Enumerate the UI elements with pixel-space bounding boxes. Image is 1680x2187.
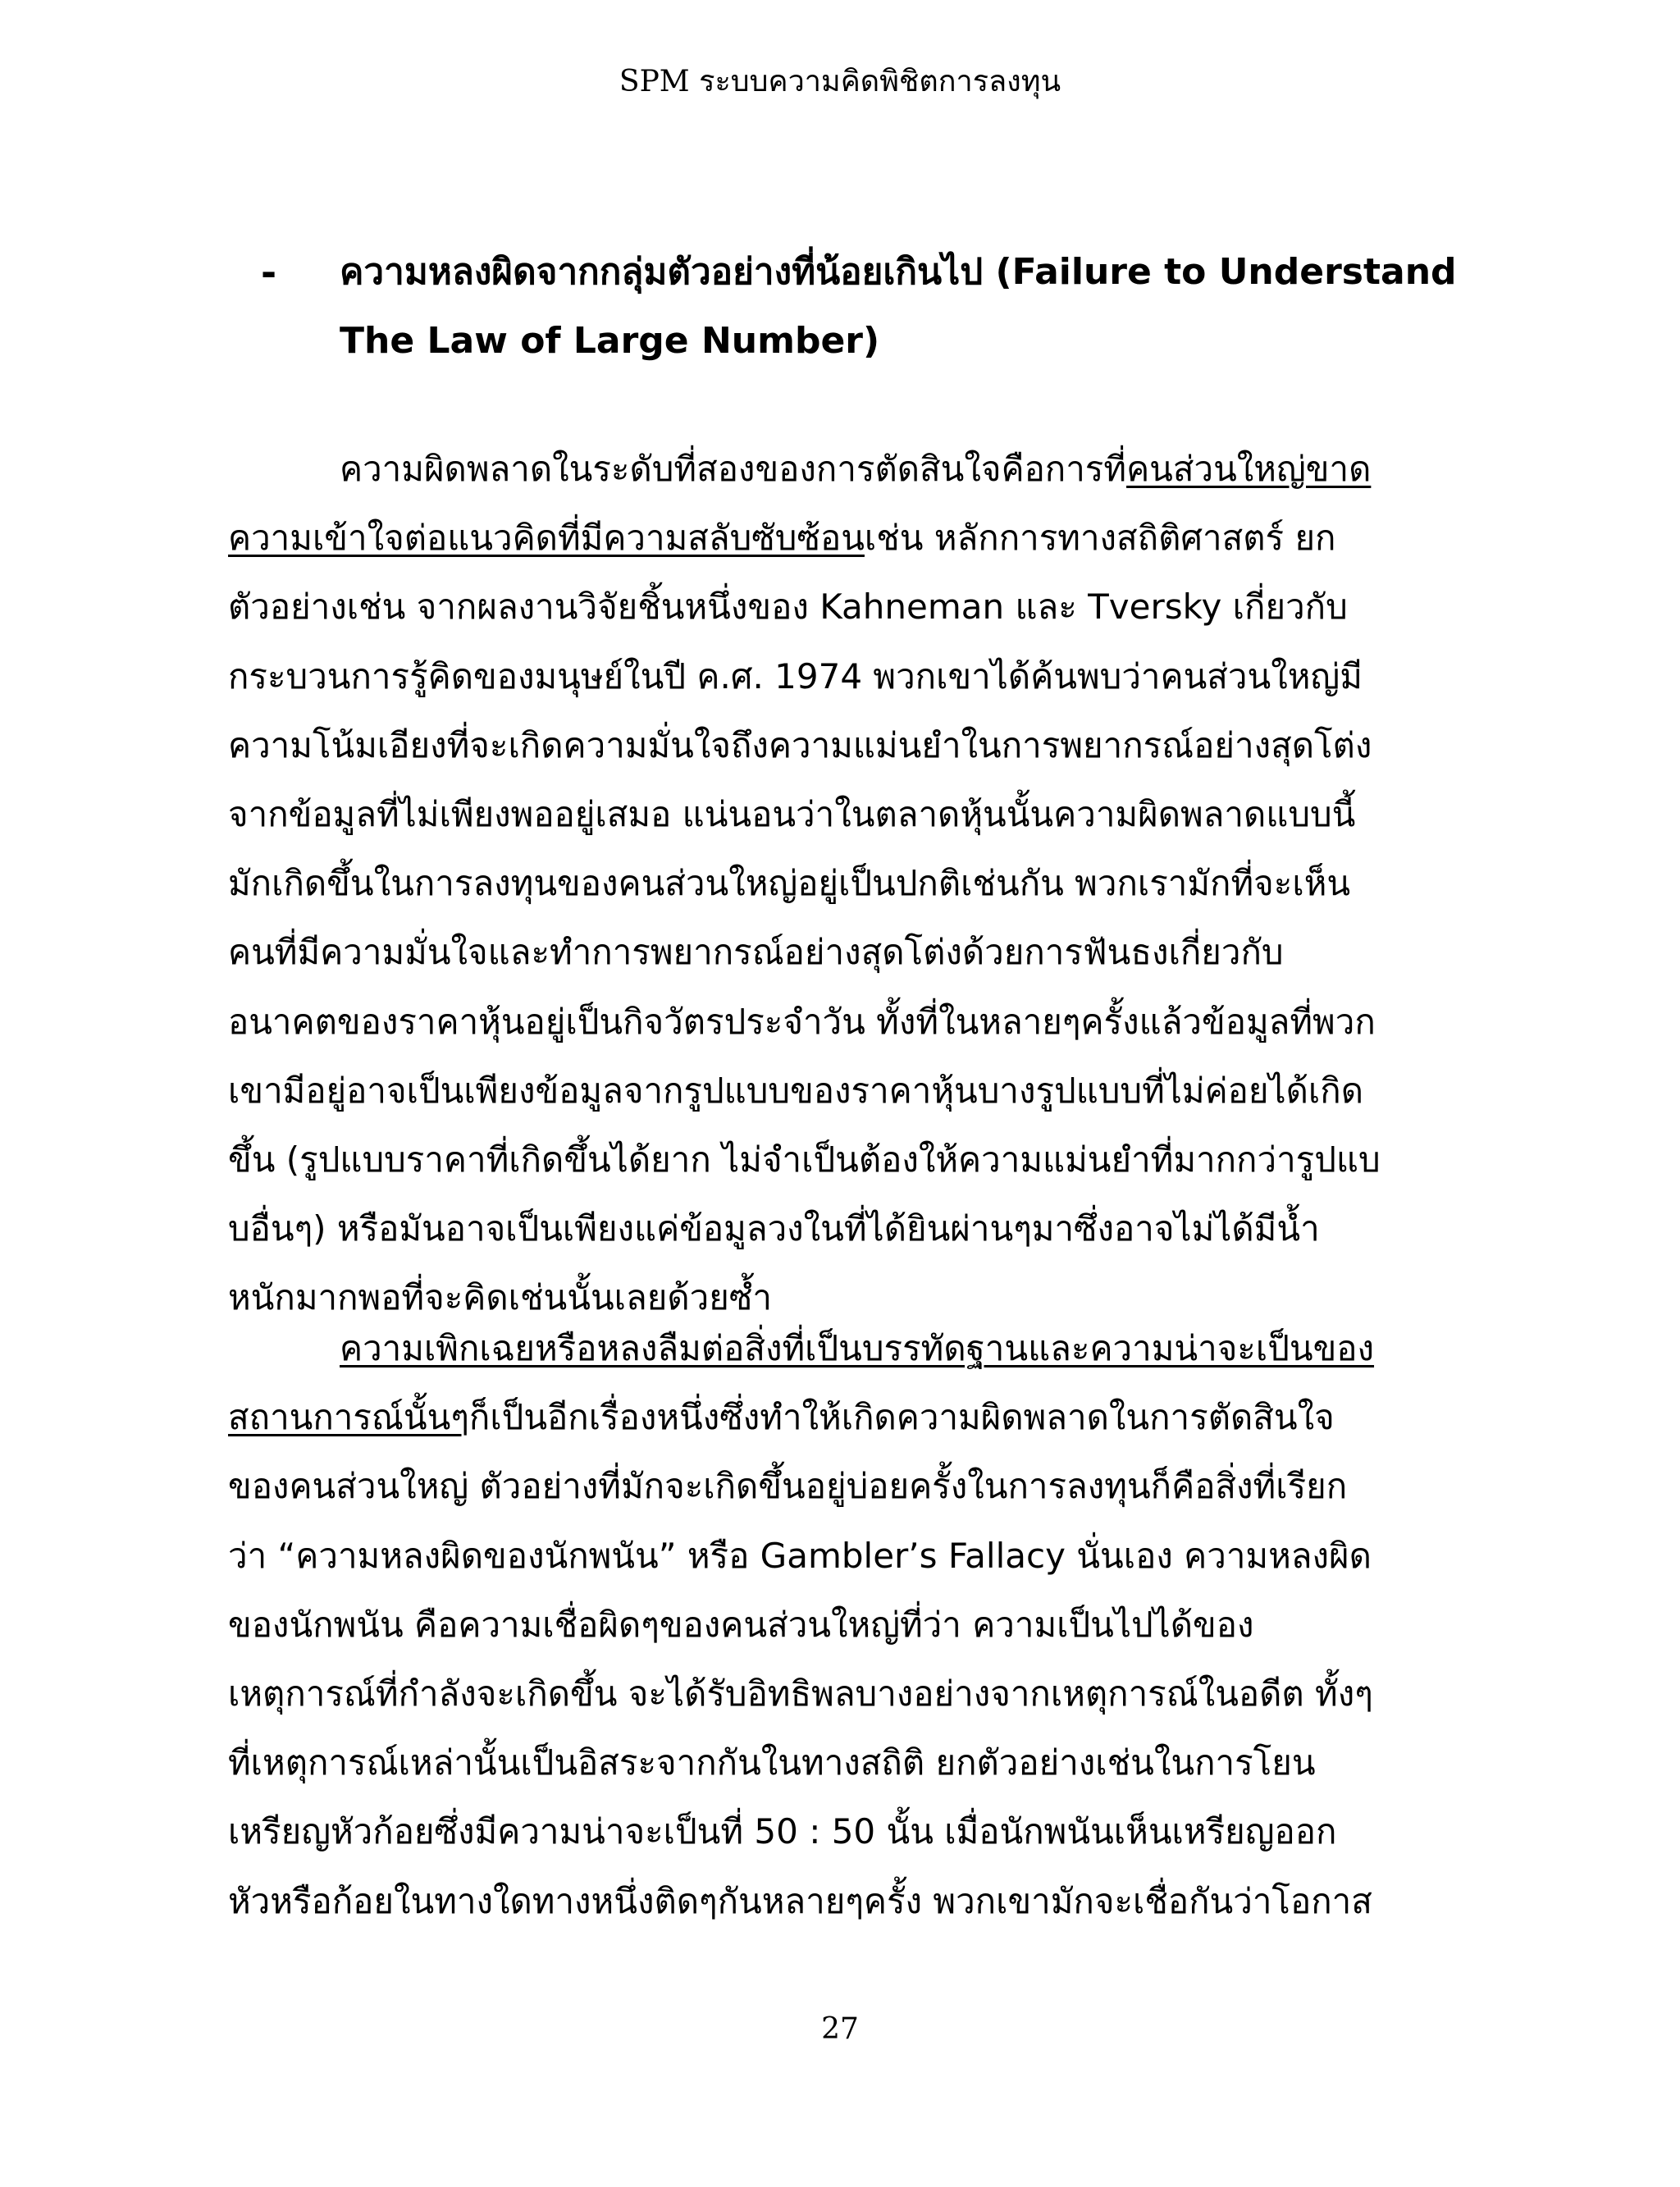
- text-line: [228, 1125, 1500, 1194]
- line-text: คนที่มีความมั่นใจและทำการพยากรณ์อย่างสุดโต่งด้วยการฟันธงเกี่ยวกับ: [228, 932, 1284, 973]
- body-paragraph: [228, 1314, 1500, 1936]
- text-line: [228, 1314, 1500, 1383]
- line-text: เหรียญหัวก้อยซึ่งมีความน่าจะเป็นที่ 50 : 50 นั้น เมื่อนักพนันเห็นเหรียญออก: [228, 1811, 1337, 1852]
- text-line: [228, 1522, 1500, 1591]
- heading-line: The Law of Large Number): [340, 320, 880, 362]
- line-text: ความผิดพลาดในระดับที่สองของการตัดสินใจคือการที่: [340, 449, 1127, 489]
- underlined-text: ความเข้าใจต่อแนวคิดที่มีความสลับซับซ้อน: [228, 518, 865, 559]
- line-text: เช่น หลักการทางสถิติศาสตร์ ยก: [864, 518, 1336, 559]
- body-paragraph: [228, 435, 1500, 1333]
- heading-line: ความหลงผิดจากกลุ่มตัวอย่างที่น้อยเกินไป (Failure to Understand: [340, 251, 1457, 293]
- text-line: [228, 642, 1500, 711]
- text-line: [228, 1383, 1500, 1452]
- line-text: หนักมากพอที่จะคิดเช่นนั้นเลยด้วยซ้ำ: [228, 1277, 772, 1318]
- line-text: ของคนส่วนใหญ่ ตัวอย่างที่มักจะเกิดขึ้นอยู่บ่อยครั้งในการลงทุนก็คือสิ่งที่เรียก: [228, 1466, 1348, 1507]
- bullet-marker: -: [261, 250, 277, 294]
- text-line: [228, 504, 1500, 573]
- line-text: ความโน้มเอียงที่จะเกิดความมั่นใจถึงความแม่นยำในการพยากรณ์อย่างสุดโต่ง: [228, 724, 1372, 765]
- text-line: [228, 1591, 1500, 1660]
- page-number: 27: [821, 2012, 859, 2046]
- text-line: [228, 1660, 1500, 1728]
- line-text: ว่า “ความหลงผิดของนักพนัน” หรือ Gambler’s Fallacy นั่นเอง ความหลงผิด: [228, 1535, 1372, 1576]
- underlined-text: สถานการณ์นั้นๆ: [228, 1397, 469, 1438]
- line-text: มักเกิดขึ้นในการลงทุนของคนส่วนใหญ่อยู่เป็นปกติเช่นกัน พวกเรามักที่จะเห็น: [228, 863, 1351, 904]
- text-line: [228, 780, 1500, 849]
- line-text: อนาคตของราคาหุ้นอยู่เป็นกิจวัตรประจำวัน ทั้งที่ในหลายๆครั้งแล้วข้อมูลที่พวก: [228, 1001, 1376, 1042]
- line-text: กระบวนการรู้คิดของมนุษย์ในปี ค.ศ. 1974 พวกเขาได้ค้นพบว่าคนส่วนใหญ่มี: [228, 655, 1363, 696]
- line-text: เขามีอยู่อาจเป็นเพียงข้อมูลจากรูปแบบของราคาหุ้นบางรูปแบบที่ไม่ค่อยได้เกิด: [228, 1070, 1363, 1111]
- line-text: ตัวอย่างเช่น จากผลงานวิจัยชิ้นหนึ่งของ Kahneman และ Tversky เกี่ยวกับ: [228, 587, 1348, 628]
- underlined-text: ความเพิกเฉยหรือหลงลืมต่อสิ่งที่เป็นบรรทัดฐานและความน่าจะเป็นของ: [340, 1328, 1375, 1368]
- line-text: เหตุการณ์ที่กำลังจะเกิดขึ้น จะได้รับอิทธิพลบางอย่างจากเหตุการณ์ในอดีต ทั้งๆ: [228, 1673, 1373, 1714]
- underlined-text: คนส่วนใหญ่ขาด: [1126, 449, 1372, 489]
- text-line: [228, 1728, 1500, 1797]
- text-line: [228, 573, 1500, 641]
- text-line: [228, 1797, 1500, 1866]
- text-line: [228, 918, 1500, 987]
- line-text: จากข้อมูลที่ไม่เพียงพออยู่เสมอ แน่นอนว่าในตลาดหุ้นนั้นความผิดพลาดแบบนี้: [228, 794, 1356, 835]
- line-text: ของนักพนัน คือความเชื่อผิดๆของคนส่วนใหญ่ที่ว่า ความเป็นไปได้ของ: [228, 1604, 1254, 1645]
- line-text: ที่เหตุการณ์เหล่านั้นเป็นอิสระจากกันในทางสถิติ ยกตัวอย่างเช่นในการโยน: [228, 1742, 1316, 1783]
- line-text: บอื่นๆ) หรือมันอาจเป็นเพียงแค่ข้อมูลวงในที่ได้ยินผ่านๆมาซึ่งอาจไม่ได้มีน้ำ: [228, 1208, 1320, 1249]
- text-line: [228, 988, 1500, 1057]
- section-heading: [340, 238, 1472, 376]
- text-line: [228, 435, 1500, 504]
- line-text: ขึ้น (รูปแบบราคาที่เกิดขึ้นได้ยาก ไม่จำเป็นต้องให้ความแม่นยำที่มากกว่ารูปแบ: [228, 1139, 1381, 1180]
- line-text: ก็เป็นอีกเรื่องหนึ่งซึ่งทำให้เกิดความผิดพลาดในการตัดสินใจ: [468, 1397, 1335, 1438]
- text-line: [228, 1057, 1500, 1125]
- text-line: [228, 849, 1500, 918]
- running-header: SPM ระบบความคิดพิชิตการลงทุน: [619, 65, 1061, 98]
- text-line: [228, 711, 1500, 780]
- text-line: [228, 1867, 1500, 1936]
- text-line: [228, 1452, 1500, 1521]
- text-line: [228, 1194, 1500, 1263]
- line-text: หัวหรือก้อยในทางใดทางหนึ่งติดๆกันหลายๆครั้ง พวกเขามักจะเชื่อกันว่าโอกาส: [228, 1880, 1372, 1921]
